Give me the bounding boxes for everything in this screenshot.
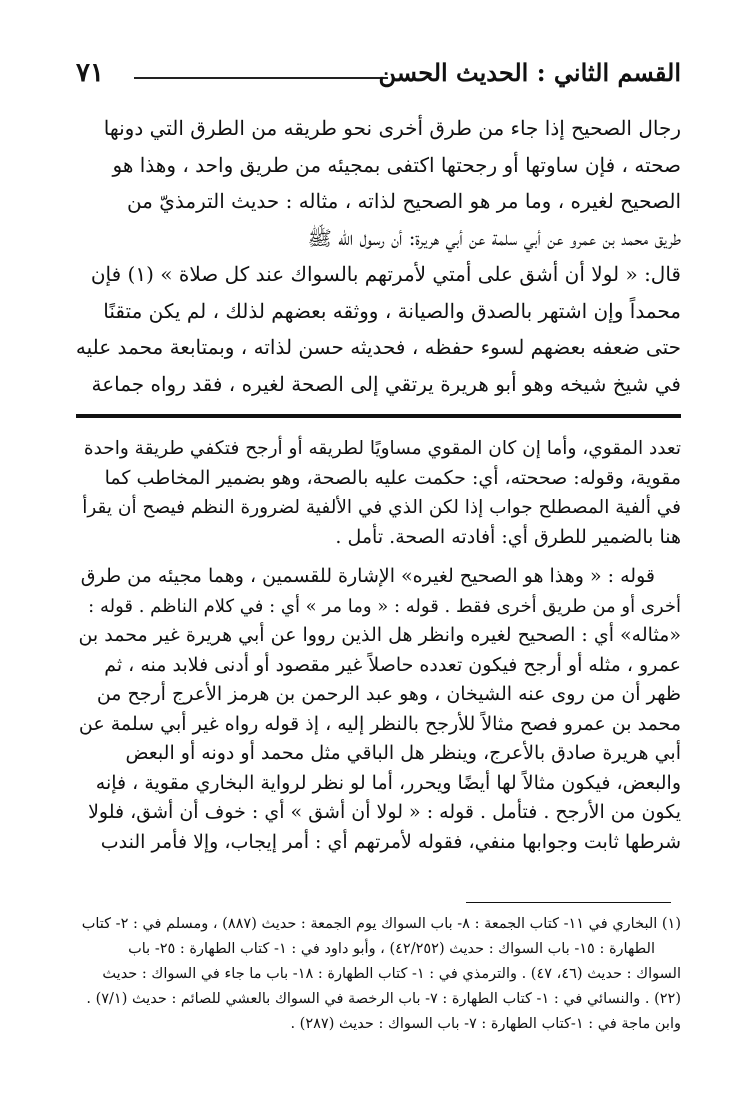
- commentary-line: والبعض، فيكون مثالاً لها أيضًا ويحرر، أما لو نظر لرواية البخاري مقوية ، فإنه: [95, 771, 681, 794]
- header-rule: [134, 77, 388, 79]
- running-title: القسم الثاني : الحديث الحسن: [378, 58, 681, 87]
- footnote-line: وابن ماجة في : ١-كتاب الطهارة : ٧- باب السواك : حديث (٢٨٧) .: [290, 1016, 681, 1032]
- main-line: رجال الصحيح إذا جاء من طرق أخرى نحو طريقه من الطرق التي دونها: [103, 116, 681, 140]
- commentary-line: أخرى أو من طريق أخرى فقط . قوله : « وما مر » أي : في كلام الناظم . قوله :: [88, 595, 681, 617]
- page-header: [76, 54, 681, 98]
- commentary-separator: [76, 414, 681, 418]
- main-line: حتى ضعفه بعضهم لسوء حفظه ، فحديثه حسن لذاته ، وبمتابعة محمد عليه: [75, 335, 681, 359]
- main-line: طريق محمد بن عمرو عن أبي سلمة عن أبي هريرة: أن رسول الله ﷺ: [307, 225, 681, 250]
- page-number: ٧١: [76, 58, 104, 88]
- commentary-line: محمد بن عمرو فصح مثالاً للأرجح بالنظر إليه ، إذ قوله رواه غير أبي سلمة عن: [78, 712, 681, 735]
- main-text: [76, 110, 681, 402]
- footnote-line: (٢٢) . والنسائي في : ١- كتاب الطهارة : ٧- باب الرخصة في السواك بالعشي للصائم : حديث (٧/١) .: [86, 991, 681, 1007]
- paragraph-gap: [76, 552, 681, 562]
- commentary-line: مقوية، وقوله: صححته، أي: حكمت عليه بالصحة، وهو بضمير المخاطب كما: [104, 466, 681, 489]
- commentary-line: عمرو ، مثله أو أرجح فيكون تعدده حاصلاً غير مقصود أو أدنى فلابد منه ، ثم: [104, 653, 681, 676]
- commentary-line: «مثاله» أي : الصحيح لغيره وانظر هل الذين رووا عن أبي هريرة غير محمد بن: [78, 624, 681, 646]
- commentary-line: شرطها ثابت وجوابها منفي، فقوله لأمرتهم أي : أمر إيجاب، وإلا فأمر الندب: [100, 830, 681, 853]
- main-line: في شيخ شيخه وهو أبو هريرة يرتقي إلى الصحة لغيره ، فقد رواه جماعة: [91, 371, 681, 396]
- footnote-line: (١) البخاري في ١١- كتاب الجمعة : ٨- باب السواك يوم الجمعة : حديث (٨٨٧) ، ومسلم في : ٢- كتاب: [81, 916, 681, 932]
- commentary-line: هنا بالضمير للطرق أي: أفادته الصحة. تأمل .: [335, 525, 681, 548]
- main-line: صحته ، فإن ساوتها أو رجحتها اكتفى بمجيئه من طريق واحد ، وهذا هو: [112, 152, 681, 177]
- main-line: الصحيح لغيره ، وما مر هو الصحيح لذاته ، مثاله : حديث الترمذيّ من: [126, 189, 681, 213]
- main-line: محمداً وإن اشتهر بالصدق والصيانة ، ووثقه بعضهم لذلك ، لم يكن متقنًا: [103, 298, 681, 323]
- commentary-line: قوله : « وهذا هو الصحيح لغيره» الإشارة للقسمين ، وهما مجيئه من طرق: [80, 565, 655, 587]
- commentary-line: تعدد المقوي، وأما إن كان المقوي مساويًا لطريقه أو أرجح فتكفي طريقة واحدة: [83, 438, 681, 459]
- commentary-line: أبي هريرة صادق بالأعرج، وينظر هل الباقي مثل محمد أو دونه أو البعض: [125, 742, 681, 764]
- commentary-line: يكون من الأرجح . فتأمل . قوله : « لولا أن أشق » أي : خوف أن أشق، فلولا: [88, 801, 681, 823]
- footnote-line: السواك : حديث (٤٦، ٤٧) . والترمذي في : ١- كتاب الطهارة : ١٨- باب ما جاء في السواك : حديث: [102, 966, 681, 982]
- commentary-line: ظهر أن من روى عنه الشيخان ، وهو عبد الرحمن بن هرمز الأعرج أرجح من: [96, 683, 681, 705]
- footnotes: [76, 912, 681, 1037]
- main-line: قال: « لولا أن أشق على أمتي لأمرتهم بالسواك عند كل صلاة » (١) فإن: [90, 262, 681, 286]
- footnote-line: الطهارة : ١٥- باب السواك : حديث (٤٢/٢٥٢) ، وأبو داود في : ١- كتاب الطهارة : ٢٥- باب: [128, 941, 655, 957]
- footnote-separator: [466, 902, 671, 903]
- commentary-line: في ألفية المصطلح جواب إذا لكن الذي في الألفية لضرورة النظم فيصح أن يقرأ: [82, 497, 681, 518]
- commentary: [76, 434, 681, 857]
